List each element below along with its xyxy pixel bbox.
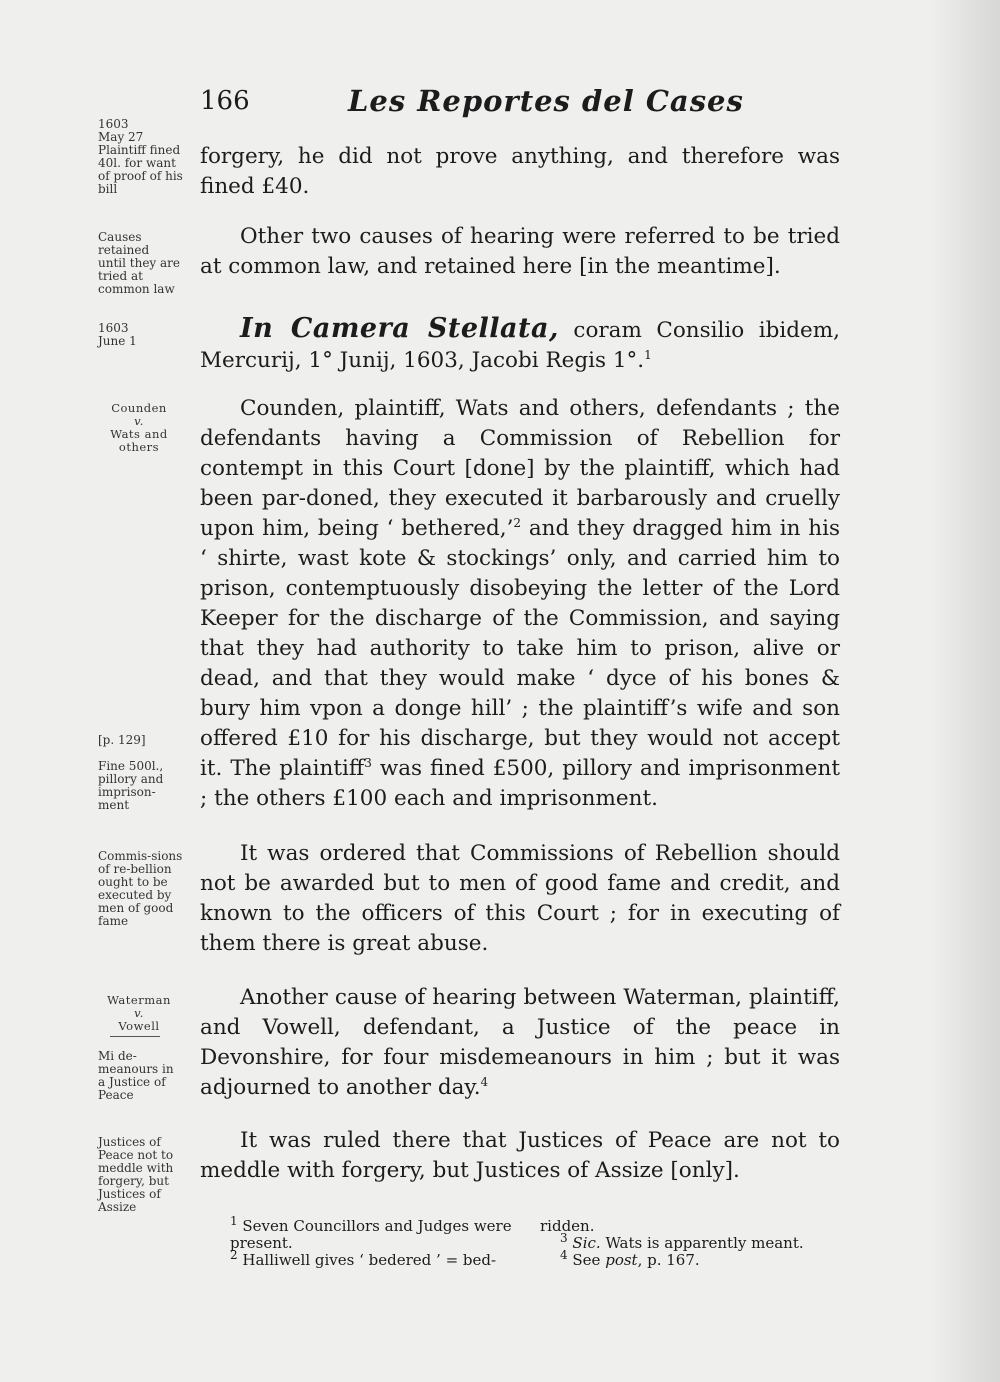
margin-note-commissions: Commis-sions of re-bellion ought to be executed by men of good fame: [98, 849, 183, 928]
page-number: 166: [200, 86, 250, 116]
paragraph-3: In Camera Stellata, coram Consilio ibidem, Mercurij, 1° Junij, 1603, Jacobi Regis 1°.$^1$: [200, 313, 840, 373]
paragraph-1: forgery, he did not prove anything, and therefore was fined £40.: [200, 144, 840, 199]
margin-rule: [110, 1036, 160, 1037]
margin-note-misdemeanours: Mi de-meanours in a Justice of Peace: [98, 1049, 174, 1102]
paragraph-6: Another cause of hearing between Waterman, plaintiff, and Vowell, defendant, a Justice of the peace in Devonshire, for four misdemeanours in him ; but it was adjourned to another day.$^4$: [200, 985, 840, 1100]
page-shadow: [930, 0, 1000, 1382]
paragraph-5: It was ordered that Commissions of Rebellion should not be awarded but to men of good fame and credit, and known to the officers of this Court ; for in executing of them there is great abuse.: [200, 841, 840, 956]
footnote-2-continued: ridden.: [540, 1217, 595, 1235]
paragraph-4: Counden, plaintiff, Wats and others, defendants ; the defendants having a Commission of Rebellion for contempt in this Court [done] by the plaintiff, which had been par-doned, they executed it barbarously and cruelly upon him, being ‘ bethered,’$^2$ and they dragged him in his ‘ shirte, wast kote & stockings’ only, and carried him to prison, contemptuously disobeying the letter of the Lord Keeper for the discharge of the Commission, and saying that they had authority to take him to prison, alive or dead, and that they would make ‘ dyce of his bones & bury him vpon a donge hill’ ; the plaintiff’s wife and son offered £10 for his discharge, but they would not accept it. The plaintiff$^3$ was fined £500, pillory and imprisonment ; the others £100 each and imprisonment.: [200, 396, 840, 811]
margin-note-fine: Plaintiff fined 40l. for want of proof of his bill: [98, 143, 183, 196]
footnote-3: $^3$ Sic. Wats is apparently meant.: [560, 1231, 804, 1252]
margin-note-date-2: 1603 June 1: [98, 321, 137, 348]
margin-note-justices: Justices of Peace not to meddle with forgery, but Justices of Assize: [98, 1135, 174, 1214]
margin-case-counden: Counden v. Wats and others: [110, 401, 168, 454]
footnote-4: $^4$ See post, p. 167.: [560, 1248, 700, 1269]
margin-note-date: 1603 May 27 Plaintiff fined 40l. for want of proof of his bill: [98, 117, 183, 196]
margin-note-fine-500: Fine 500l., pillory and imprison-ment: [98, 759, 164, 812]
running-title: Les Reportes del Cases: [348, 84, 744, 118]
paragraph-2: Other two causes of hearing were referred to be tried at common law, and retained here [in the meantime].: [200, 224, 840, 279]
paragraph-7: It was ruled there that Justices of Peace are not to meddle with forgery, but Justices of Assize [only].: [200, 1128, 840, 1183]
footnote-2: $^2$ Halliwell gives ‘ bedered ’ = bed-: [230, 1248, 497, 1269]
section-heading: In Camera Stellata,: [240, 313, 559, 344]
margin-case-waterman: Waterman v. Vowell: [98, 994, 198, 1040]
page-header: [200, 86, 840, 122]
margin-page-ref: [p. 129]: [98, 733, 146, 747]
margin-note-causes: Causes retained until they are tried at common law: [98, 230, 181, 296]
footnote-1: $^1$ Seven Councillors and Judges were present.: [230, 1214, 512, 1252]
